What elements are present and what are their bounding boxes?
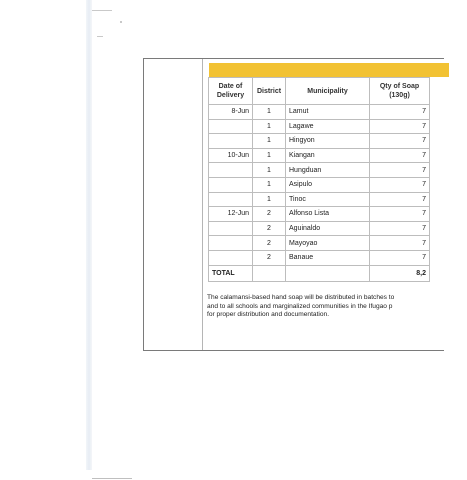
cell-date: [209, 236, 253, 251]
total-empty: [286, 265, 370, 281]
cell-date: [209, 192, 253, 207]
cell-qty: 7: [370, 236, 430, 251]
cell-district: 2: [253, 221, 286, 236]
scan-mark: [92, 10, 112, 11]
delivery-table: [208, 77, 430, 282]
table-row: [209, 119, 430, 134]
note-line: for proper distribution and documentation.: [207, 311, 330, 318]
document-left-column: [144, 59, 203, 350]
scan-mark: [92, 478, 132, 479]
table-row: [209, 148, 430, 163]
header-municipality: Municipality: [286, 78, 370, 105]
table-header-row: [209, 78, 430, 105]
cell-municipality: Aguinaldo: [286, 221, 370, 236]
table-row: [209, 250, 430, 265]
cell-district: 1: [253, 177, 286, 192]
cell-qty: 7: [370, 221, 430, 236]
table-row: [209, 177, 430, 192]
cell-municipality: Alfonso Lista: [286, 207, 370, 222]
header-qty-of-soap: Qty of Soap (130g): [370, 78, 430, 105]
table-row: [209, 163, 430, 178]
cell-municipality: Lamut: [286, 105, 370, 120]
table-row: [209, 207, 430, 222]
table-row: [209, 105, 430, 120]
total-empty: [253, 265, 286, 281]
cell-date: [209, 163, 253, 178]
cell-qty: 7: [370, 177, 430, 192]
cell-qty: 7: [370, 105, 430, 120]
cell-municipality: Banaue: [286, 250, 370, 265]
cell-municipality: Kiangan: [286, 148, 370, 163]
table-title-bar: [209, 63, 449, 77]
cell-district: 1: [253, 105, 286, 120]
distribution-note: [207, 294, 467, 320]
cell-qty: 7: [370, 119, 430, 134]
cell-date: [209, 221, 253, 236]
cell-municipality: Lagawe: [286, 119, 370, 134]
cell-qty: 7: [370, 207, 430, 222]
table-row: [209, 134, 430, 149]
cell-district: 1: [253, 148, 286, 163]
cell-district: 2: [253, 250, 286, 265]
header-district: District: [253, 78, 286, 105]
cell-municipality: Mayoyao: [286, 236, 370, 251]
cell-date: [209, 134, 253, 149]
cell-qty: 7: [370, 192, 430, 207]
note-line: The calamansi-based hand soap will be distributed in batches to: [207, 294, 395, 301]
total-row: [209, 265, 430, 281]
cell-district: 2: [253, 207, 286, 222]
cell-date: 10-Jun: [209, 148, 253, 163]
cell-date: [209, 119, 253, 134]
cell-municipality: Asipulo: [286, 177, 370, 192]
table-row: [209, 221, 430, 236]
scan-mark: [120, 21, 122, 23]
total-label: TOTAL: [209, 265, 253, 281]
cell-date: [209, 250, 253, 265]
cell-qty: 7: [370, 134, 430, 149]
cell-municipality: Tinoc: [286, 192, 370, 207]
table-row: [209, 236, 430, 251]
header-date-of-delivery: Date of Delivery: [209, 78, 253, 105]
cell-qty: 7: [370, 250, 430, 265]
cell-date: 12-Jun: [209, 207, 253, 222]
note-line: and to all schools and marginalized communities in the Ifugao p: [207, 302, 393, 310]
cell-district: 1: [253, 163, 286, 178]
cell-municipality: Hungduan: [286, 163, 370, 178]
cell-district: 1: [253, 192, 286, 207]
document-box: [143, 58, 444, 351]
cell-qty: 7: [370, 163, 430, 178]
page-left-edge: [86, 0, 92, 470]
cell-qty: 7: [370, 148, 430, 163]
table-row: [209, 192, 430, 207]
total-value: 8,2: [370, 265, 430, 281]
cell-district: 1: [253, 119, 286, 134]
cell-district: 1: [253, 134, 286, 149]
cell-municipality: Hingyon: [286, 134, 370, 149]
cell-date: [209, 177, 253, 192]
cell-district: 2: [253, 236, 286, 251]
cell-date: 8-Jun: [209, 105, 253, 120]
scan-mark: [97, 36, 103, 37]
